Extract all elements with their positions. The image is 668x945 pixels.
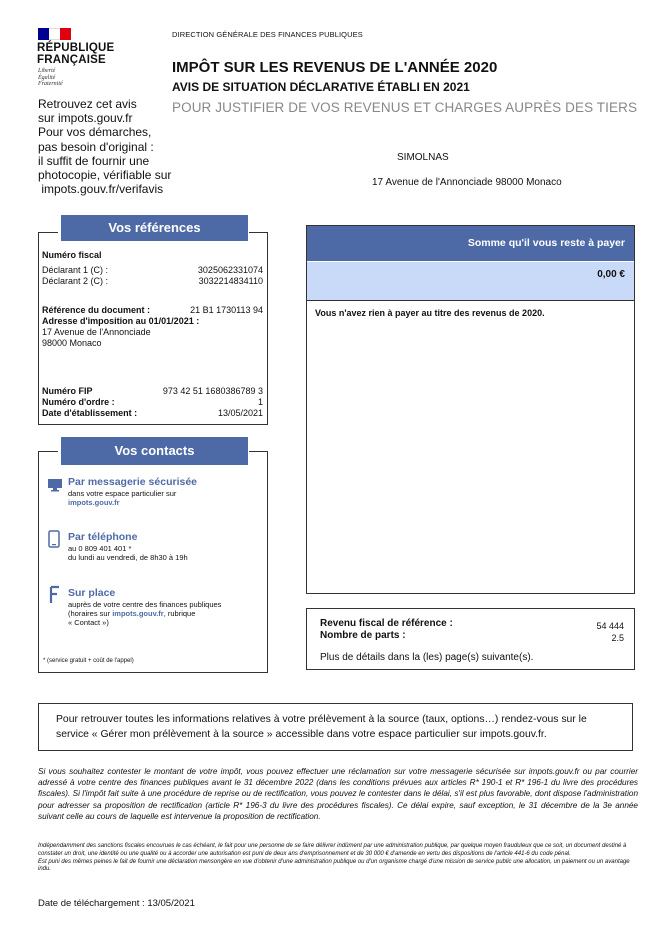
download-date: Date de téléchargement : 13/05/2021 — [38, 898, 195, 909]
declarant2-label: Déclarant 2 (C) : — [42, 276, 109, 286]
recipient-name: SIMOLNAS — [397, 152, 449, 163]
contacts-footnote: * (service gratuit + coût de l'appel) — [43, 658, 134, 664]
tax-address-label: Adresse d'imposition au 01/01/2021 : — [42, 316, 200, 326]
withholding-info-text: Pour retrouver toutes les informations relatives à votre prélèvement à la source (taux, options…) rendez-vous sur le service « Gérer mon prélèvement à la source » accessible dans votre espace particulier sur impots.gouv.fr. — [56, 714, 587, 740]
fiscal-number-label: Numéro fiscal — [42, 250, 102, 260]
document-reference-label: Référence du document : — [42, 305, 151, 315]
sidebar-verification-note: Retrouvez cet avis sur impots.gouv.fr Pour vos démarches, pas besoin d'original : il suffit de fournir une photocopie, vérifiable sur impots.gouv.fr/verifavis — [38, 97, 172, 197]
establishment-date-value: 13/05/2021 — [217, 408, 263, 418]
order-number-label: Numéro d'ordre : — [42, 397, 115, 407]
contest-legal-text: Si vous souhaitez contester le montant de votre impôt, vous pouvez effectuer une réclamation sur votre messagerie sécurisée sur impots.gouv.fr ou par courrier adressé à votre centre des finances publiques avant le 31 décembre 2022 (dans les conditions prévues aux articles R* 190-1 et R* 196-1 du livre des procédures fiscales). Si l'impôt fait suite à une procédure de reprise ou de rectification, vous pouvez le contester dans le délai, s'il est plus favorable, dont dispose l'administration pour adresser sa proposition de rectification (article R* 196-3 du livre des procédures fiscales). Ce délai expire, sauf exception, le 31 décembre de la 3e année suivant celle au cours de laquelle est intervenue la proposition de rectification. — [38, 767, 638, 821]
contacts-tab: Vos contacts — [61, 437, 248, 465]
messaging-description: dans votre espace particulier sur impots.gouv.fr — [68, 489, 177, 507]
page-subtitle: AVIS DE SITUATION DÉCLARATIVE ÉTABLI EN 2021 — [172, 80, 470, 94]
onsite-impots-link[interactable]: impots.gouv.fr — [112, 609, 164, 618]
messaging-title: Par messagerie sécurisée — [68, 476, 198, 488]
onsite-description: auprès de votre centre des finances publiques (horaires sur impots.gouv.fr, rubrique « Contact ») — [68, 600, 222, 627]
establishment-date-label: Date d'établissement : — [42, 408, 138, 418]
withholding-info-box — [38, 703, 633, 751]
declarant2-value: 3032214834110 — [198, 276, 263, 286]
parts-value: 2.5 — [611, 633, 624, 643]
payment-message: Vous n'avez rien à payer au titre des revenus de 2020. — [315, 308, 545, 318]
document-reference-value: 21 B1 1730113 94 — [190, 305, 263, 315]
republic-motto: Liberté Égalité Fraternité — [38, 68, 63, 87]
messaging-impots-link[interactable]: impots.gouv.fr — [68, 498, 120, 507]
page-title: IMPÔT SUR LES REVENUS DE L'ANNÉE 2020 — [172, 59, 498, 76]
phone-title: Par téléphone — [68, 531, 138, 543]
revenue-box — [306, 608, 635, 670]
rfr-label: Revenu fiscal de référence : — [320, 618, 453, 629]
payment-header: Somme qu'il vous reste à payer — [307, 226, 634, 261]
page-purpose: POUR JUSTIFIER DE VOS REVENUS ET CHARGES AUPRÈS DES TIERS — [172, 100, 638, 115]
declarant1-value: 3025062331074 — [197, 265, 263, 275]
fip-number-value: 973 42 51 1680386789 3 — [162, 386, 263, 396]
payment-amount: 0,00 € — [597, 269, 625, 280]
phone-description: au 0 809 401 401 * du lundi au vendredi, de 8h30 à 19h — [68, 544, 188, 562]
more-details-text: Plus de détails dans la (les) page(s) suivante(s). — [320, 652, 534, 663]
declarant1-label: Déclarant 1 (C) : — [42, 265, 109, 275]
order-number-value: 1 — [257, 397, 263, 407]
direction-header: DIRECTION GÉNÉRALE DES FINANCES PUBLIQUES — [172, 30, 363, 39]
monitor-icon — [47, 477, 63, 493]
tax-address-line2: 98000 Monaco — [42, 338, 102, 348]
republique-francaise-logo-text: RÉPUBLIQUE FRANÇAISE — [37, 42, 115, 66]
phone-icon — [48, 530, 60, 548]
parts-label: Nombre de parts : — [320, 630, 406, 641]
references-tab: Vos références — [61, 215, 248, 241]
payment-amount-row — [307, 262, 634, 301]
contacts-box — [38, 443, 268, 673]
rfr-value: 54 444 — [596, 621, 624, 631]
payment-box — [306, 225, 635, 594]
sanctions-legal-text: Indépendamment des sanctions fiscales encourues le cas échéant, le fait pour une personne de se faire délivrer indûment par une administration publique, par quelque moyen frauduleux que ce soit, un document destiné à constater un droit, une identité ou une qualité ou à accorder une autorisation est puni de deux ans d'emprisonnement et de 30 000 € d'amende en vertu des dispositions de l'article 441-6 du code pénal. Est puni des mêmes peines le fait de fournir une déclaration mensongère en vue d'obtenir d'une administration publique ou d'un organisme chargé d'une mission de service public une allocation, un paiement ou un avantage indu. — [38, 843, 630, 873]
republique-flag-logo — [38, 28, 71, 40]
location-icon — [47, 585, 61, 605]
references-box — [38, 220, 268, 425]
onsite-title: Sur place — [68, 587, 116, 599]
tax-address-line1: 17 Avenue de l'Annonciade — [42, 327, 151, 337]
recipient-address: 17 Avenue de l'Annonciade 98000 Monaco — [372, 177, 562, 188]
fip-number-label: Numéro FIP — [42, 386, 93, 396]
